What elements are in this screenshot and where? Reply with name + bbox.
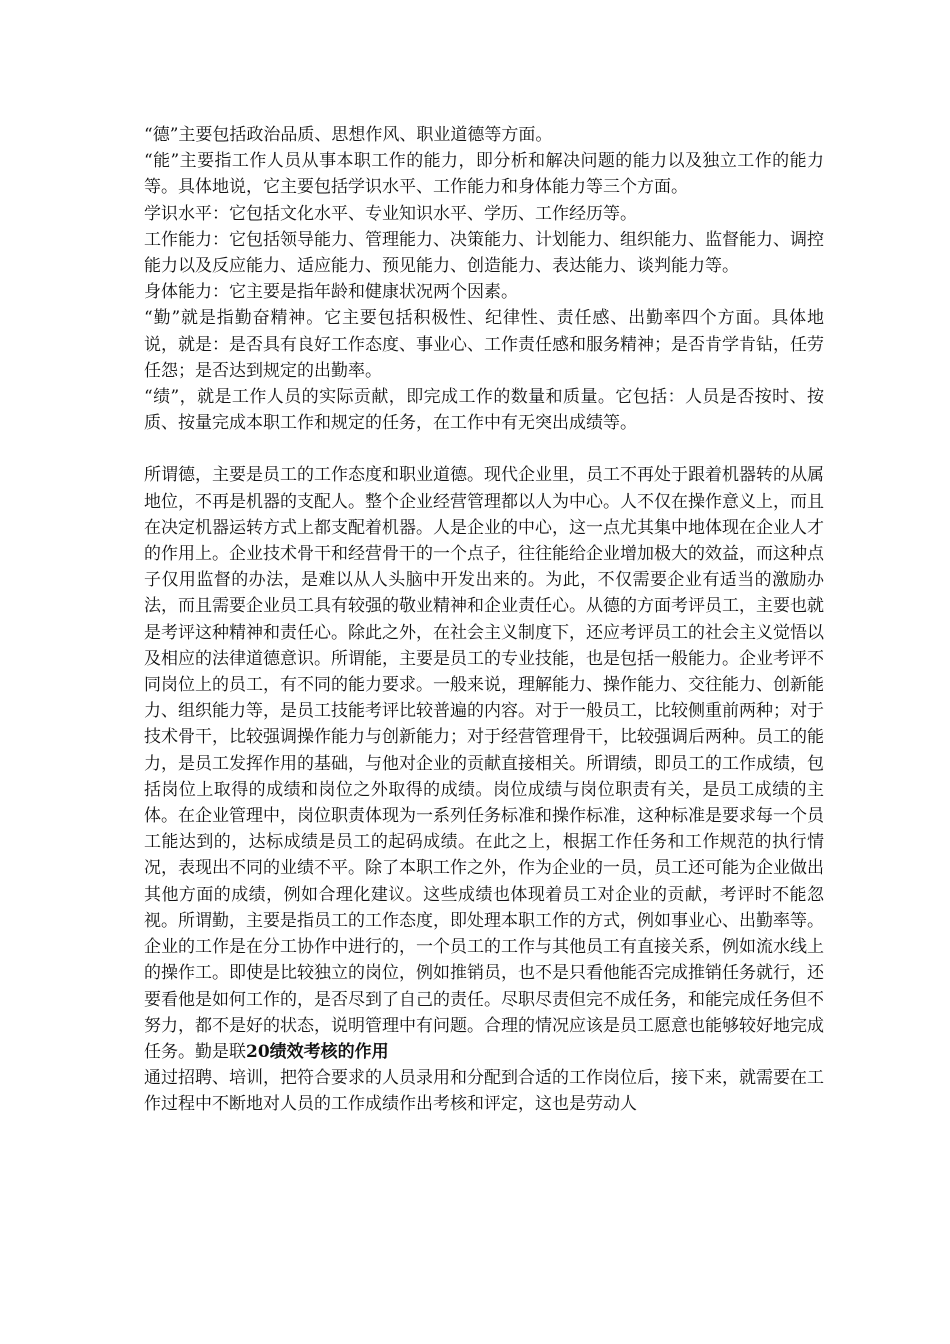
paragraph-ji: “绩”，就是工作人员的实际贡献，即完成工作的数量和质量。它包括：人员是否按时、按质、按量完成本职工作和规定的任务，在工作中有无突出成绩等。 — [144, 387, 824, 434]
paragraph-main-body — [144, 462, 824, 1065]
paragraph-physical-ability: 身体能力：它主要是指年龄和健康状况两个因素。 — [144, 282, 518, 303]
paragraph-qin: “勤”就是指勤奋精神。它主要包括积极性、纪律性、责任感、出勤率四个方面。具体地说，就是：是否具有良好工作态度、事业心、工作责任感和服务精神；是否肯学肯钻，任劳任怨；是否达到规定的出勤率。 — [144, 308, 824, 381]
paragraph-role-intro: 通过招聘、培训，把符合要求的人员录用和分配到合适的工作岗位后，接下来，就需要在工作过程中不断地对人员的工作成绩作出考核和评定，这也是劳动人 — [144, 1068, 824, 1115]
paragraph-work-ability: 工作能力：它包括领导能力、管理能力、决策能力、计划能力、组织能力、监督能力、调控能力以及反应能力、适应能力、预见能力、创造能力、表达能力、谈判能力等。 — [144, 229, 824, 277]
section-heading: 20绩效考核的作用 — [246, 1041, 389, 1062]
paragraph-de: “德”主要包括政治品质、思想作风、职业道德等方面。 — [144, 125, 553, 145]
paragraph-neng: “能”主要指工作人员从事本职工作的能力，即分析和解决问题的能力以及独立工作的能力等。具体地说，它主要包括学识水平、工作能力和身体能力等三个方面。 — [144, 151, 824, 198]
main-body-text: 所谓德，主要是员工的工作态度和职业道德。现代企业里，员工不再处于跟着机器转的从属地位，不再是机器的支配人。整个企业经营管理都以人为中心。人不仅在操作意义上，而且在决定机器运转方式上都支配着机器。人是企业的中心，这一点尤其集中地体现在企业人才的作用上。企业技术骨干和经营骨干的一个点子，往往能给企业增加极大的效益，而这种点子仅用监督的办法，是难以从人头脑中开发出来的。为此，不仅需要企业有适当的激励办法，而且需要企业员工具有较强的敬业精神和企业责任心。从德的方面考评员工，主要也就是考评这种精神和责任心。除此之外，在社会主义制度下，还应考评员工的社会主义觉悟以及相应的法律道德意识。所谓能，主要是员工的专业技能，也是包括一般能力。企业考评不同岗位上的员工，有不同的能力要求。一般来说，理解能力、操作能力、交往能力、创新能力、组织能力等，是员工技能考评比较普遍的内容。对于一般员工，比较侧重前两种；对于技术骨干，比较强调操作能力与创新能力；对于经营管理骨干，比较强调后两种。员工的能力，是员工发挥作用的基础，与他对企业的贡献直接相关。所谓绩，即员工的工作成绩，包括岗位上取得的成绩和岗位之外取得的成绩。岗位成绩与岗位职责有关，是员工成绩的主体。在企业管理中，岗位职责体现为一系列任务标准和操作标准，这种标准是要求每一个员工能达到的，达标成绩是员工的起码成绩。在此之上，根据工作任务和工作规范的执行情况，表现出不同的业绩不平。除了本职工作之外，作为企业的一员，员工还可能为企业做出其他方面的成绩，例如合理化建议。这些成绩也体现着员工对企业的贡献，考评时不能忽视。所谓勤，主要是指员工的工作态度，即处理本职工作的方式，例如事业心、出勤率等。企业的工作是在分工协作中进行的，一个员工的工作与其他员工有直接关系，例如流水线上的操作工。即使是比较独立的岗位，例如推销员，也不是只看他能否完成推销任务就行，还要看他是如何工作的，是否尽到了自己的责任。尽职尽责但完不成任务，和能完成任务但不努力，都不是好的状态，说明管理中有问题。合理的情况应该是员工愿意也能够较好地完成任务。勤是联 — [144, 465, 824, 1062]
paragraph-spacer — [144, 436, 824, 462]
document-page — [144, 122, 824, 1118]
paragraph-knowledge-level: 学识水平：它包括文化水平、专业知识水平、学历、工作经历等。 — [144, 203, 637, 224]
